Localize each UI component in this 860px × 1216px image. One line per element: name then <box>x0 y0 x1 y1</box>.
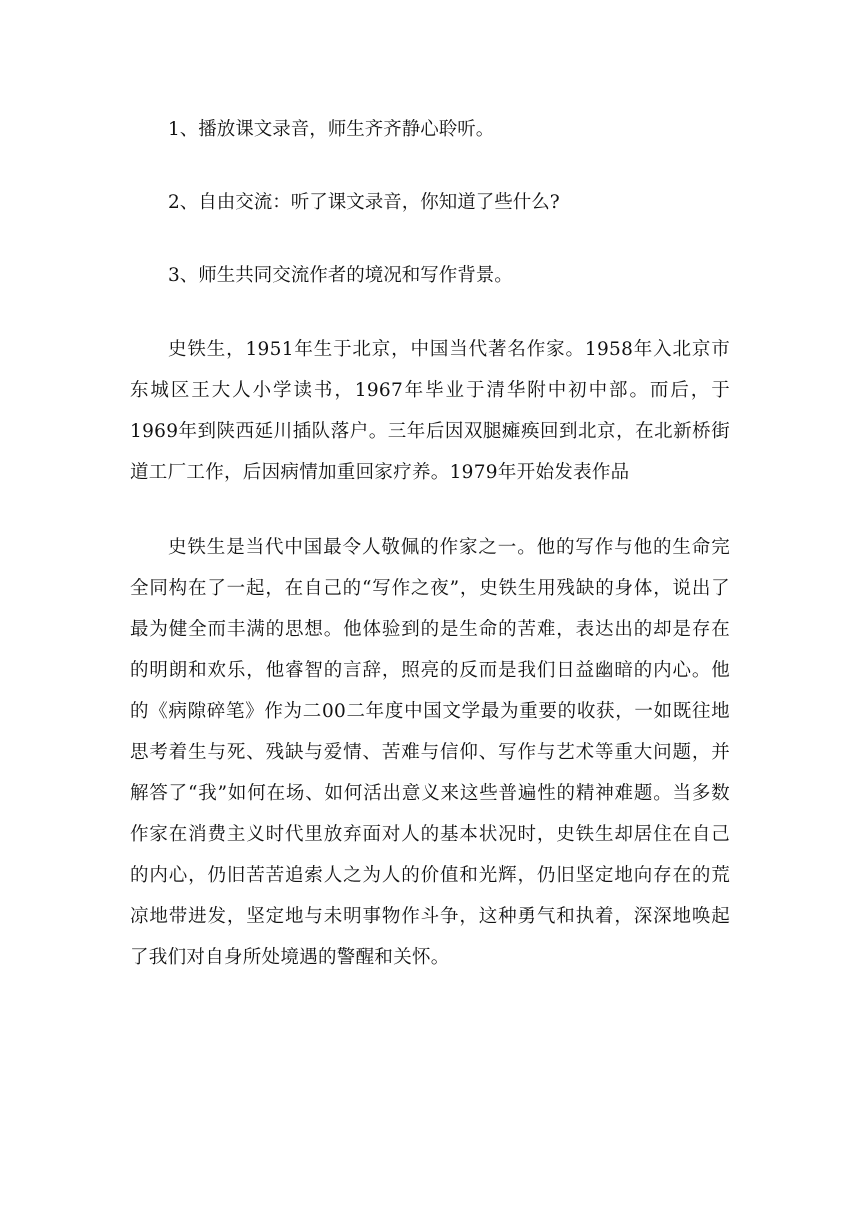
document-body <box>130 110 730 978</box>
step-3-text: 3、师生共同交流作者的境况和写作背景。 <box>168 265 513 286</box>
author-bio-paragraph: 史铁生，1951年生于北京，中国当代著名作家。1958年入北京市东城区王大人小学读书，1967年毕业于清华附中初中部。而后，于1969年到陕西延川插队落户。三年后因双腿瘫痪回到北京，在北新桥街道工厂工作，后因病情加重回家疗养。1979年开始发表作品 <box>130 339 730 483</box>
author-appraisal-paragraph: 史铁生是当代中国最令人敬佩的作家之一。他的写作与他的生命完全同构在了一起，在自己的“写作之夜”，史铁生用残缺的身体，说出了最为健全而丰满的思想。他体验到的是生命的苦难，表达出的却是存在的明朗和欢乐，他睿智的言辞，照亮的反而是我们日益幽暗的内心。他的《病隙碎笔》作为二00二年度中国文学最为重要的收获，一如既往地思考着生与死、残缺与爱情、苦难与信仰、写作与艺术等重大问题，并解答了“我”如何在场、如何活出意义来这些普遍性的精神难题。当多数作家在消费主义时代里放弃面对人的基本状况时，史铁生却居住在自己的内心，仍旧苦苦追索人之为人的价值和光辉，仍旧坚定地向存在的荒凉地带进发，坚定地与未明事物作斗争，这种勇气和执着，深深地唤起了我们对自身所处境遇的警醒和关怀。 <box>130 537 730 968</box>
step-2-text: 2、自由交流：听了课文录音，你知道了些什么? <box>168 192 560 213</box>
step-1-text: 1、播放课文录音，师生齐齐静心聆听。 <box>168 119 495 140</box>
